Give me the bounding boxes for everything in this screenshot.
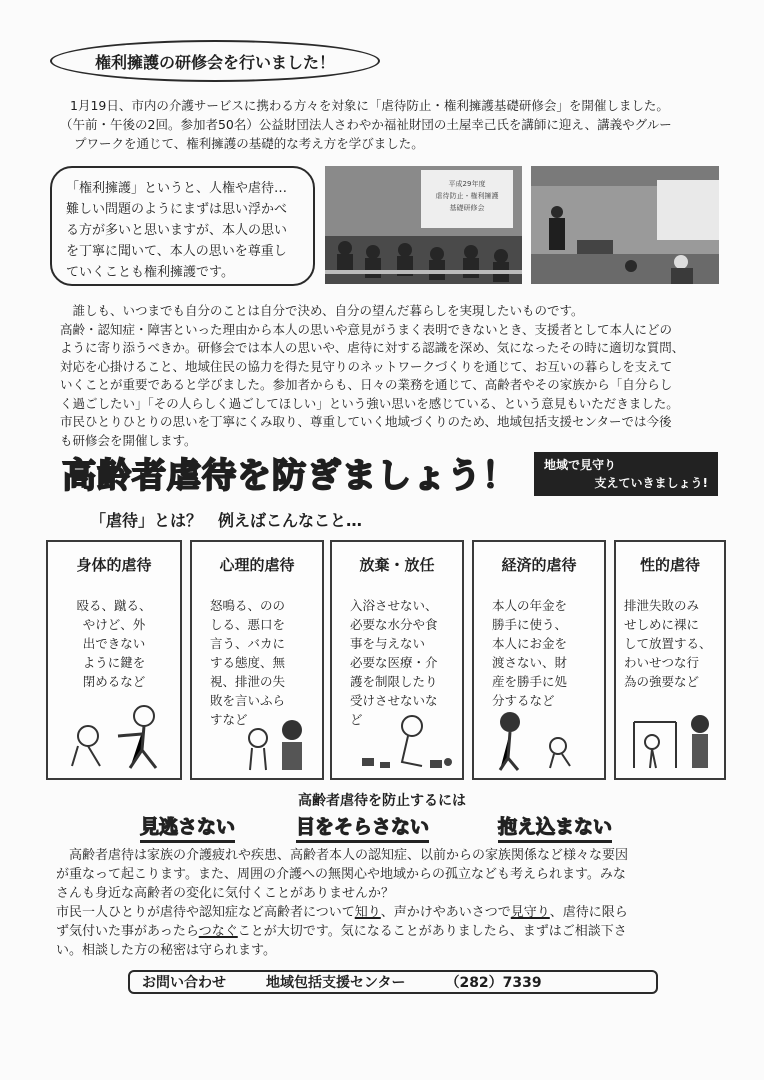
watch-over-box	[534, 452, 718, 496]
card-neglect	[330, 540, 464, 780]
card-title: 経済的虐待	[501, 556, 577, 574]
watch-over-line2: 支えていきましょう!	[594, 476, 708, 490]
abuse-subhead: 「虐待」とは？ 例えばこんなこと…	[90, 511, 363, 530]
card-text: 本人の年金を 勝手に使う、 本人にお金を 渡さない、財 産を勝手に処 分するなど	[492, 598, 568, 708]
card-text: 入浴させない、 必要な水分や食 事を与えない 必要な医療・介 護を制限したり 受けさせないな ど	[350, 598, 438, 727]
seminar-photo-audience	[325, 166, 522, 284]
seminar-photo-lecturer	[531, 166, 719, 284]
closing-line: 高齢者虐待は家族の介護疲れや疾患、高齢者本人の認知症、以前からの家族関係など様々な要因	[56, 848, 629, 863]
keyword-connect: つなぐ	[198, 924, 238, 939]
bubble-line: 難しい問題のようにまずは思い浮かべ	[66, 202, 288, 217]
body-line: いくことが重要であると学びました。参加者からも、日々の業務を通じて、高齢者やその家族から「自分らし	[60, 377, 673, 392]
card-text: 排泄失敗のみ せしめに裸に して放置する、 わいせつな行 為の強要など	[624, 598, 712, 689]
psychological-abuse-illustration-icon	[192, 702, 326, 772]
closing-text: 、虐待に限ら	[549, 905, 628, 920]
contact-box	[128, 970, 658, 994]
body-line: 対応を心掛けること、地域住民の協力を得た見守りのネットワークづくりを通じて、お互いの暮らしを支えて	[60, 358, 673, 374]
speech-bubble	[50, 166, 315, 286]
bubble-line: る方が多いと思いますが、本人の思い	[66, 223, 288, 238]
bubble-line: を丁寧に聞いて、本人の思いを尊重し	[66, 244, 287, 259]
closing-line	[56, 922, 736, 941]
intro-line: プワークを通じて、権利擁護の基礎的な考え方を学びました。	[74, 136, 424, 151]
contact-phone: （282）7339	[445, 975, 542, 991]
closing-paragraph	[56, 846, 736, 960]
closing-text: 市民一人ひとりが虐待や認知症など高齢者について	[56, 905, 355, 920]
prevent-title: 高齢者虐待を防止するには	[298, 793, 466, 809]
bubble-line: ていくことも権利擁護です。	[66, 265, 234, 280]
closing-text: ことが大切です。気になることがありましたら、まずはご相談下さ	[237, 924, 627, 939]
slide-line: 基礎研修会	[449, 204, 485, 212]
keyword-watch: 見守り	[510, 905, 550, 920]
card-sexual-abuse	[614, 540, 726, 780]
card-title: 心理的虐待	[219, 556, 295, 574]
card-title: 性的虐待	[639, 556, 700, 574]
closing-line: さんも身近な高齢者の変化に気付くことがありませんか？	[56, 886, 395, 901]
card-psychological-abuse	[190, 540, 324, 780]
card-physical-abuse	[46, 540, 182, 780]
body-line: 誰しも、いつまでも自分のことは自分で決め、自分の望んだ暮らしを実現したいものです。	[60, 303, 584, 318]
slide-line: 平成29年度	[448, 180, 486, 188]
slogan-dont-look-away: 目をそらさない	[296, 812, 429, 843]
closing-line	[56, 903, 736, 922]
slogan-dont-overlook: 見逃さない	[140, 812, 235, 843]
big-title: 高齢者虐待を防ぎましょう！	[62, 456, 517, 496]
intro-line: 1月19日、市内の介護サービスに携わる方々を対象に「虐待防止・権利擁護基礎研修会」を開催しました。	[70, 98, 669, 113]
body-paragraph	[60, 302, 740, 450]
closing-line: い。相談した方の秘密は守られます。	[56, 943, 276, 958]
section-heading: 権利擁護の研修会を行いました！	[50, 40, 380, 82]
financial-abuse-illustration-icon	[474, 702, 608, 772]
keyword-know: 知り	[354, 905, 381, 920]
closing-text: ず気付いた事があったら	[56, 924, 199, 939]
body-line: ように寄り添うべきか。研修会では本人の思いや、虐待に対する認識を深め、気になったその時に適切な質問、	[60, 340, 685, 355]
bubble-line: 「権利擁護」というと、人権や虐待…	[66, 181, 288, 196]
body-line: も研修会を開催します。	[60, 432, 197, 448]
slogan-dont-keep-to-self: 抱え込まない	[498, 812, 612, 843]
neglect-illustration-icon	[332, 702, 466, 772]
sexual-abuse-illustration-icon	[616, 702, 728, 772]
card-financial-abuse	[472, 540, 606, 780]
contact-org: 地域包括支援センター	[266, 975, 406, 991]
closing-line: が重なって起こります。また、周囲の介護への無関心や地域からの孤立なども考えられます。みな	[56, 867, 626, 882]
body-line: く過ごしたい」「その人らしく過ごしてほしい」という強い思いを感じている、という意見もいただきました。	[60, 395, 679, 411]
watch-over-line1: 地域で見守り	[544, 458, 617, 472]
intro-line: （午前・午後の2回。参加者50名）公益財団法人さわやか福祉財団の土屋幸己氏を講師に迎え、講義やグルー	[60, 117, 672, 132]
card-text: 殴る、蹴る、 やけど、外 出できない ように鍵を 閉めるなど	[76, 598, 152, 689]
closing-text: 、声かけやあいさつで	[380, 905, 511, 920]
physical-abuse-illustration-icon	[48, 702, 184, 772]
body-line: 市民ひとりひとりの思いを丁寧にくみ取り、尊重していく地域づくりのため、地域包括支援センターでは今後	[60, 414, 672, 429]
card-text: 怒鳴る、のの しる、悪口を 言う、バカに する態度、無 視、排泄の失 敗を言いふら すなど	[210, 598, 286, 727]
intro-paragraph	[60, 96, 730, 153]
card-title: 放棄・放任	[359, 556, 435, 574]
slide-line: 虐待防止・権利擁護	[435, 192, 499, 200]
body-line: 高齢・認知症・障害といった理由から本人の思いや意見がうまく表明できないとき、支援者として本人にどの	[60, 321, 673, 337]
card-title: 身体的虐待	[76, 556, 152, 574]
contact-label: お問い合わせ	[142, 975, 226, 991]
